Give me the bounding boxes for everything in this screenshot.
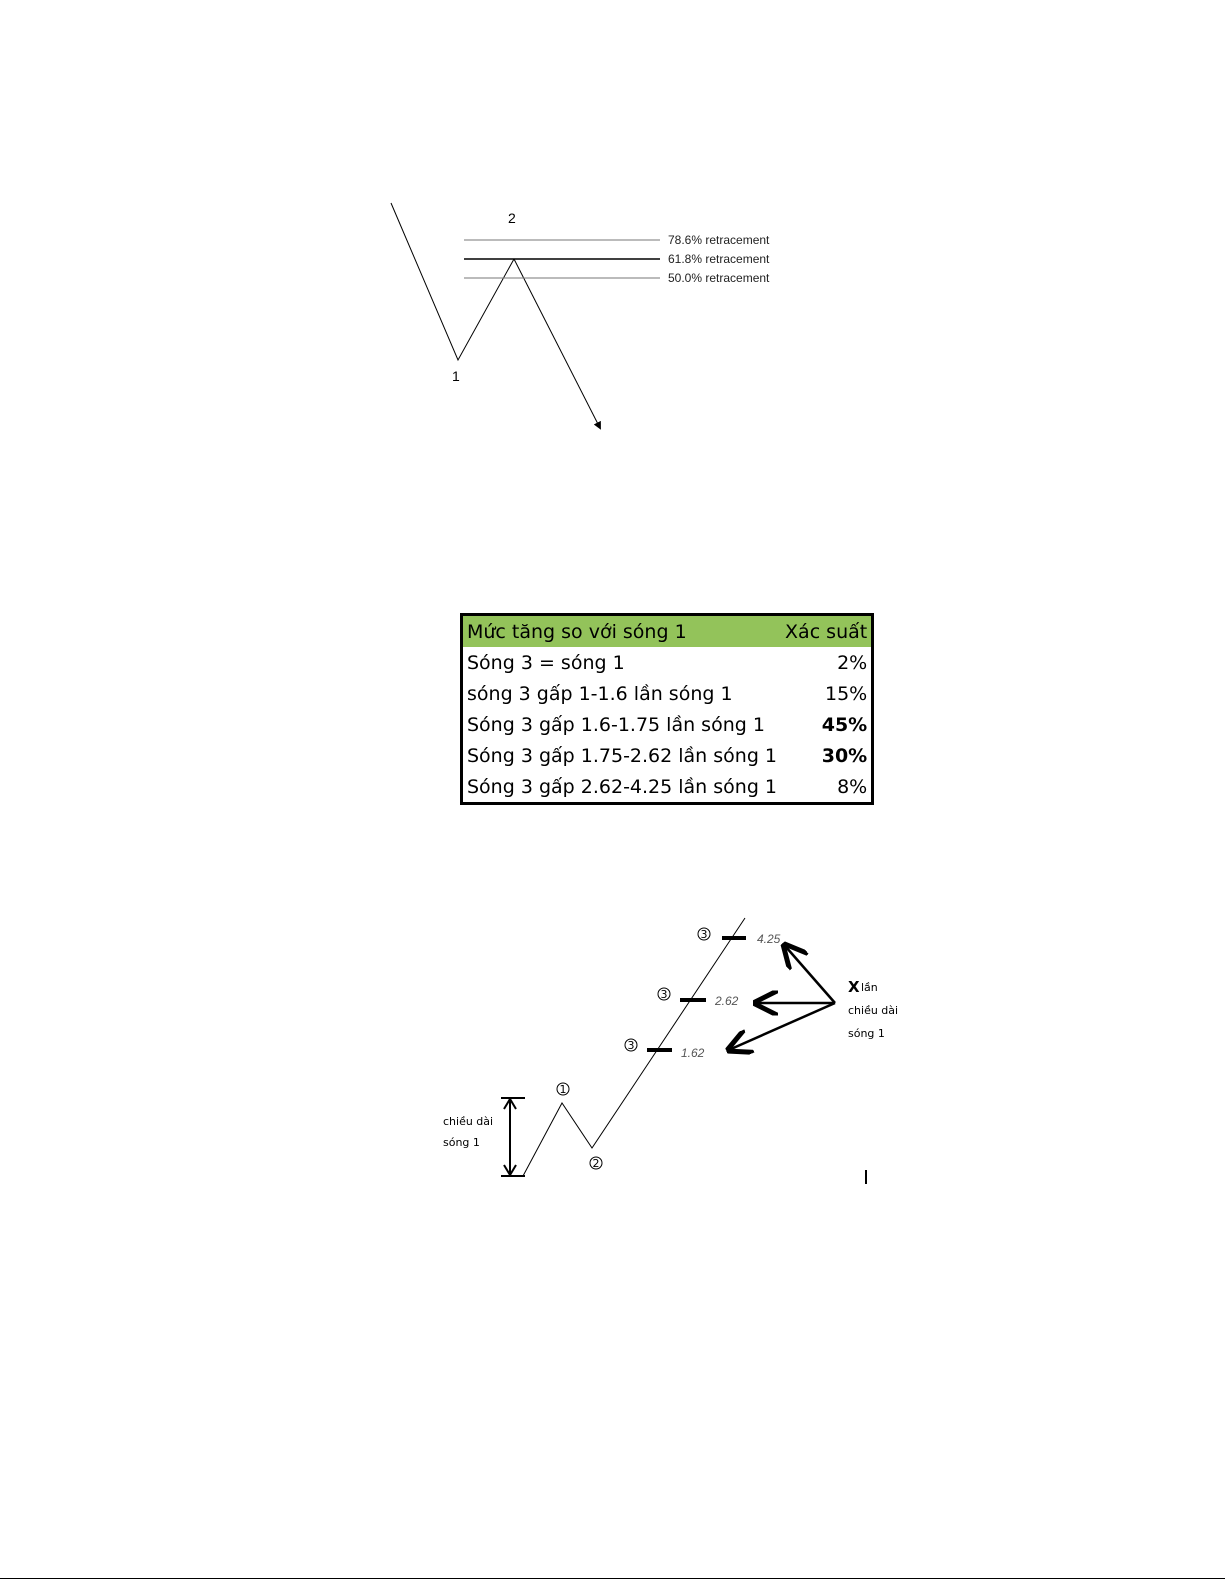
row-label: Sóng 3 = sóng 1: [467, 651, 625, 674]
row-probability: 8%: [837, 775, 868, 798]
row-label: Sóng 3 gấp 2.62-4.25 lần sóng 1: [467, 775, 778, 798]
wave-3-label: 3: [627, 1039, 635, 1052]
left-label-line2: sóng 1: [443, 1136, 480, 1149]
retracement-label-500: 50.0% retracement: [668, 271, 770, 285]
wave-1-length-bracket: [501, 1098, 525, 1176]
right-label-line3: sóng 1: [848, 1027, 885, 1040]
retracement-label-786: 78.6% retracement: [668, 233, 770, 247]
arrow-to-162: [731, 1003, 835, 1049]
row-probability: 30%: [821, 744, 868, 767]
arrow-to-425: [786, 947, 835, 1003]
wave-3-circle-mid: [658, 988, 670, 1001]
row-probability: 15%: [824, 682, 868, 705]
multiplier-162: 1.62: [681, 1046, 705, 1060]
row-label: Sóng 3 gấp 1.6-1.75 lần sóng 1: [467, 713, 765, 736]
page-bottom-rule: [0, 1578, 1225, 1579]
wave-3-label: 3: [660, 988, 668, 1001]
wave-3-label: 3: [700, 928, 708, 941]
right-label-line1: lần: [861, 981, 878, 994]
right-label-line2: chiều dài: [848, 1004, 899, 1017]
wave-3-circle-top: [698, 928, 710, 941]
wave-1-circle: [557, 1083, 569, 1096]
row-probability: 45%: [821, 713, 868, 736]
wave-2-label-circled: 2: [592, 1157, 600, 1170]
row-label: Sóng 3 gấp 1.75-2.62 lần sóng 1: [467, 744, 778, 767]
wave-3-circle-low: [625, 1039, 637, 1052]
row-label: sóng 3 gấp 1-1.6 lần sóng 1: [467, 682, 733, 705]
retracement-label-618: 61.8% retracement: [668, 252, 770, 266]
multiplier-262: 2.62: [715, 994, 739, 1008]
header-probability: Xác suất: [785, 620, 868, 643]
header-level: Mức tăng so với sóng 1: [467, 620, 687, 643]
multiplier-425: 4.25: [757, 932, 781, 946]
left-label-line1: chiều dài: [443, 1115, 494, 1128]
wave-2-circle: [590, 1157, 602, 1170]
right-label-x: X: [848, 978, 860, 996]
wave-1-label-circled: 1: [559, 1083, 567, 1096]
row-probability: 2%: [837, 651, 868, 674]
wave-2-label: 2: [508, 210, 516, 226]
wave-1-label: 1: [452, 368, 460, 384]
